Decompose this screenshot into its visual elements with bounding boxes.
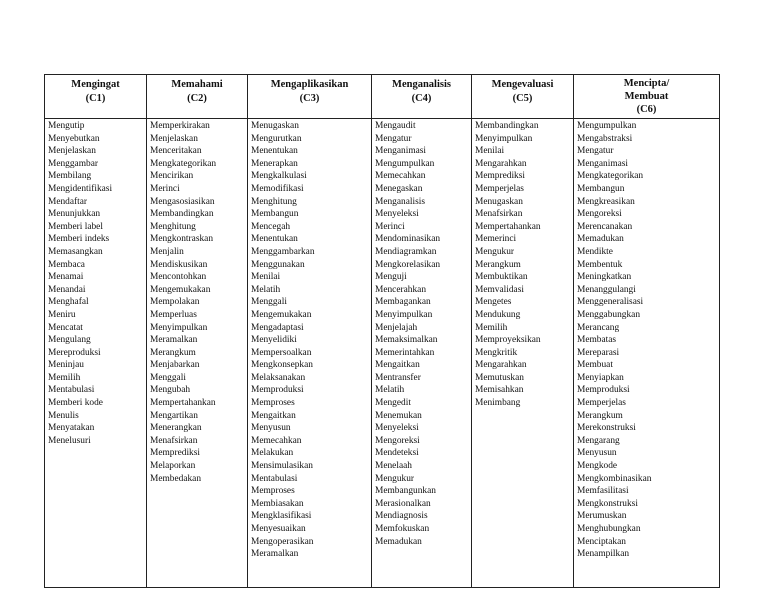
column-header: [574, 75, 719, 119]
verb-item: Mensimulasikan: [251, 461, 313, 472]
verb-item: Menyelidiki: [251, 335, 297, 346]
verb-item: Membuat: [577, 360, 613, 371]
verb-item: Mengkreasikan: [577, 196, 635, 207]
verb-list: [574, 119, 719, 587]
verb-item: Menulis: [48, 410, 79, 421]
verb-item: Memproduksi: [251, 385, 304, 396]
verb-item: Mengetes: [475, 297, 512, 308]
verb-item: Menyebutkan: [48, 133, 100, 144]
verb-item: Mereproduksi: [48, 347, 101, 358]
verb-item: Mengoreksi: [375, 435, 420, 446]
verb-item: Mengumpulkan: [375, 158, 435, 169]
verb-item: Memilih: [48, 372, 81, 383]
verb-item: Mendominasikan: [375, 234, 441, 245]
verb-item: Mentransfer: [375, 372, 421, 383]
verb-item: Mencatat: [48, 322, 83, 333]
verb-item: Mengkritik: [475, 347, 518, 358]
verb-item: Membaca: [48, 259, 85, 270]
verb-item: Merancang: [577, 322, 620, 333]
verb-list: [372, 119, 471, 587]
verb-item: Mengkonstruksi: [577, 498, 638, 509]
column-code: (C6): [636, 104, 657, 115]
verb-item: Memberi kode: [48, 398, 103, 409]
verb-item: Menguji: [375, 272, 407, 283]
verb-item: Menjelaskan: [150, 133, 198, 144]
verb-item: Melatih: [375, 385, 405, 396]
verb-item: Menggunakan: [251, 259, 305, 270]
verb-item: Membentuk: [577, 259, 623, 270]
verb-item: Menggambar: [48, 158, 98, 169]
verb-item: Memodifikasi: [251, 183, 304, 194]
column-header: [45, 75, 146, 119]
column-code: (C2): [187, 93, 207, 104]
verb-item: Mengukur: [475, 246, 515, 257]
column-c3: [247, 75, 371, 587]
verb-item: Mencerahkan: [375, 284, 427, 295]
verb-item: Menyiapkan: [577, 372, 624, 383]
verb-item: Merumuskan: [577, 511, 627, 522]
verb-item: Membandingkan: [475, 121, 539, 131]
verb-item: Mendikte: [577, 246, 613, 257]
verb-item: Mencontohkan: [150, 272, 207, 283]
verb-item: Menyusun: [577, 448, 617, 459]
verb-item: Mengkontraskan: [150, 234, 214, 245]
verb-item: Menjabarkan: [150, 360, 200, 371]
column-title: Mengingat: [71, 79, 120, 90]
verb-item: Mendiskusikan: [150, 259, 208, 270]
verb-item: Menggabungkan: [577, 309, 641, 320]
verb-item: Mengkode: [577, 461, 618, 472]
verb-list: [45, 119, 146, 587]
verb-item: Mempolakan: [150, 297, 200, 308]
verb-item: Menugaskan: [475, 196, 523, 207]
verb-item: Menerapkan: [251, 158, 298, 169]
verb-item: Mengarahkan: [475, 360, 527, 371]
column-code: (C3): [299, 93, 320, 104]
verb-item: Merangkum: [150, 347, 196, 358]
verb-item: Mengidentifikasi: [48, 183, 113, 194]
verb-item: Menjelajah: [375, 322, 418, 333]
verb-item: Melatih: [251, 284, 281, 295]
verb-item: Mentabulasi: [251, 473, 298, 484]
verb-item: Menggeneralisasi: [577, 297, 644, 308]
verb-item: Memproses: [251, 398, 295, 409]
verb-item: Menyatakan: [48, 423, 95, 434]
verb-item: Menentukan: [251, 234, 298, 245]
verb-item: Memecahkan: [375, 171, 426, 182]
verb-item: Menugaskan: [251, 121, 299, 131]
verb-item: Menamai: [48, 272, 84, 283]
column-c2: [146, 75, 247, 587]
column-c1: [45, 75, 146, 587]
verb-item: Menggali: [251, 297, 287, 308]
verb-item: Menunjukkan: [48, 209, 101, 220]
verb-item: Mengadaptasi: [251, 322, 304, 333]
verb-item: Merekonstruksi: [577, 423, 636, 434]
verb-item: Memberi indeks: [48, 234, 110, 245]
verb-item: Memperluas: [150, 309, 197, 320]
verb-item: Mengemukakan: [251, 309, 312, 320]
verb-item: Meramalkan: [150, 335, 198, 346]
verb-item: Mengkategorikan: [150, 158, 217, 169]
verb-item: Memprediksi: [475, 171, 525, 182]
verb-item: Mengoperasikan: [251, 536, 314, 547]
verb-item: Membangun: [251, 209, 299, 220]
column-header: [372, 75, 471, 119]
verb-item: Mengkonsepkan: [251, 360, 313, 371]
verb-item: Mengartikan: [150, 410, 198, 421]
verb-item: Mencegah: [251, 221, 291, 232]
verb-item: Menilai: [251, 272, 281, 283]
column-title: Memahami: [171, 79, 223, 90]
verb-item: Merangkum: [577, 410, 623, 421]
verb-item: Membangun: [577, 183, 625, 194]
verb-item: Menjalin: [150, 246, 184, 257]
verb-item: Menelusuri: [48, 435, 91, 446]
verb-item: Memperjelas: [475, 183, 524, 194]
verb-item: Merangkum: [475, 259, 521, 270]
verb-item: Meninjau: [48, 360, 84, 371]
verb-item: Menyeleksi: [375, 209, 419, 220]
verb-item: Merinci: [150, 183, 180, 194]
verb-item: Mengedit: [375, 398, 411, 409]
verb-item: Melaporkan: [150, 461, 196, 472]
verb-item: Mereparasi: [577, 347, 620, 358]
verb-item: Mencirikan: [150, 171, 194, 182]
verb-item: Mengurutkan: [251, 133, 302, 144]
verb-item: Menentukan: [251, 146, 298, 157]
column-title: Menganalisis: [392, 79, 451, 90]
verb-list: [472, 119, 573, 587]
verb-item: Membedakan: [150, 473, 202, 484]
verb-item: Membilang: [48, 171, 92, 182]
verb-item: Mengoreksi: [577, 209, 622, 220]
verb-item: Memaksimalkan: [375, 335, 438, 346]
column-header: [147, 75, 247, 119]
column-code: (C4): [411, 93, 432, 104]
verb-item: Mengarahkan: [475, 158, 527, 169]
column-title-line2: Membuat: [624, 91, 669, 102]
column-header: [248, 75, 371, 119]
verb-item: Menciptakan: [577, 536, 626, 547]
verb-item: Mentabulasi: [48, 385, 95, 396]
verb-item: Menampilkan: [577, 549, 630, 560]
verb-item: Merencanakan: [577, 221, 633, 232]
verb-item: Mengubah: [150, 385, 191, 396]
verb-item: Memberi label: [48, 221, 103, 232]
verb-item: Memasangkan: [48, 246, 103, 257]
verb-item: Mengumpulkan: [577, 121, 637, 131]
verb-item: Melakukan: [251, 448, 294, 459]
verb-item: Menanggulangi: [577, 284, 636, 295]
column-code: (C1): [85, 93, 106, 104]
verb-item: Menganimasi: [577, 158, 629, 169]
verb-item: Mengkategorikan: [577, 171, 644, 182]
verb-item: Mengaitkan: [251, 410, 296, 421]
verb-table: [44, 74, 720, 588]
verb-item: Membandingkan: [150, 209, 214, 220]
verb-item: Menghitung: [251, 196, 297, 207]
verb-item: Mempersoalkan: [251, 347, 312, 358]
verb-list: [147, 119, 247, 587]
verb-item: Mengemukakan: [150, 284, 211, 295]
column-c5: [471, 75, 573, 587]
verb-item: Menghubungkan: [577, 524, 641, 534]
verb-item: Menggambarkan: [251, 246, 315, 257]
verb-item: Merasionalkan: [375, 498, 431, 509]
verb-item: Mengulang: [48, 335, 91, 346]
verb-item: Mengatur: [375, 133, 412, 144]
verb-item: Memproduksi: [577, 385, 630, 396]
verb-item: Menyesuaikan: [251, 524, 306, 534]
verb-item: Menafsirkan: [475, 209, 523, 220]
verb-item: Membiasakan: [251, 498, 304, 509]
column-c4: [371, 75, 471, 587]
verb-item: Memprediksi: [150, 448, 200, 459]
verb-item: Mengatur: [577, 146, 614, 157]
verb-item: Mempertahankan: [475, 221, 541, 232]
verb-item: Memfokuskan: [375, 524, 430, 534]
verb-item: Memproses: [251, 486, 295, 497]
column-header: [472, 75, 573, 119]
verb-item: Memproyeksikan: [475, 335, 541, 346]
column-title: Mengevaluasi: [491, 79, 554, 90]
verb-item: Menyimpulkan: [475, 133, 533, 144]
verb-list: [248, 119, 371, 587]
verb-item: Mendukung: [475, 309, 521, 320]
verb-item: Mendeteksi: [375, 448, 419, 459]
verb-item: Menganalisis: [375, 196, 425, 207]
verb-item: Mengaitkan: [375, 360, 420, 371]
verb-item: Memfasilitasi: [577, 486, 629, 497]
verb-item: Memerintahkan: [375, 347, 435, 358]
verb-item: Membuktikan: [475, 272, 528, 283]
verb-item: Memecahkan: [251, 435, 302, 446]
verb-item: Mengkalkulasi: [251, 171, 307, 182]
verb-item: Memperkirakan: [150, 121, 210, 131]
verb-item: Menghafal: [48, 297, 89, 308]
verb-item: Meramalkan: [251, 549, 299, 560]
verb-item: Memutuskan: [475, 372, 524, 383]
verb-item: Melaksanakan: [251, 372, 306, 383]
verb-item: Memvalidasi: [475, 284, 524, 295]
verb-item: Meniru: [48, 309, 76, 320]
verb-item: Menjelaskan: [48, 146, 96, 157]
verb-item: Menilai: [475, 146, 505, 157]
verb-item: Mempertahankan: [150, 398, 216, 409]
verb-item: Memilih: [475, 322, 508, 333]
verb-item: Menyusun: [251, 423, 291, 434]
verb-item: Memadukan: [375, 536, 422, 547]
verb-item: Menerangkan: [150, 423, 202, 434]
verb-item: Mendiagnosis: [375, 511, 428, 522]
verb-item: Mengukur: [375, 473, 415, 484]
verb-item: Mengasosiasikan: [150, 196, 215, 207]
verb-item: Mengkombinasikan: [577, 473, 652, 484]
column-c6: [573, 75, 719, 587]
verb-item: Membangunkan: [375, 486, 436, 497]
verb-item: Membagankan: [375, 297, 431, 308]
verb-item: Menelaah: [375, 461, 412, 472]
verb-item: Memerinci: [475, 234, 517, 245]
verb-item: Menandai: [48, 284, 86, 295]
verb-item: Menyeleksi: [375, 423, 419, 434]
verb-item: Menganimasi: [375, 146, 427, 157]
verb-item: Meningkatkan: [577, 272, 632, 283]
verb-item: Mendaftar: [48, 196, 88, 207]
verb-item: Mendiagramkan: [375, 246, 437, 257]
column-code: (C5): [512, 93, 533, 104]
verb-item: Mengutip: [48, 121, 85, 131]
verb-item: Menegaskan: [375, 183, 423, 194]
column-title: Mengaplikasikan: [270, 79, 349, 90]
verb-item: Menyimpulkan: [150, 322, 208, 333]
verb-item: Membatas: [577, 335, 617, 346]
verb-item: Menghitung: [150, 221, 196, 232]
verb-item: Memadukan: [577, 234, 624, 245]
verb-item: Menceritakan: [150, 146, 202, 157]
verb-item: Menimbang: [475, 398, 521, 409]
verb-item: Menafsirkan: [150, 435, 198, 446]
verb-item: Memperjelas: [577, 398, 626, 409]
verb-item: Mengklasifikasi: [251, 511, 312, 522]
verb-item: Menyimpulkan: [375, 309, 433, 320]
verb-item: Mengarang: [577, 435, 620, 446]
verb-item: Mengkorelasikan: [375, 259, 441, 270]
verb-item: Menggali: [150, 372, 186, 383]
verb-item: Merinci: [375, 221, 405, 232]
verb-item: Mengaudit: [375, 121, 416, 131]
verb-item: Memisahkan: [475, 385, 524, 396]
verb-item: Menemukan: [375, 410, 422, 421]
verb-item: Mengabstraksi: [577, 133, 633, 144]
column-title: Mencipta/: [623, 78, 670, 89]
